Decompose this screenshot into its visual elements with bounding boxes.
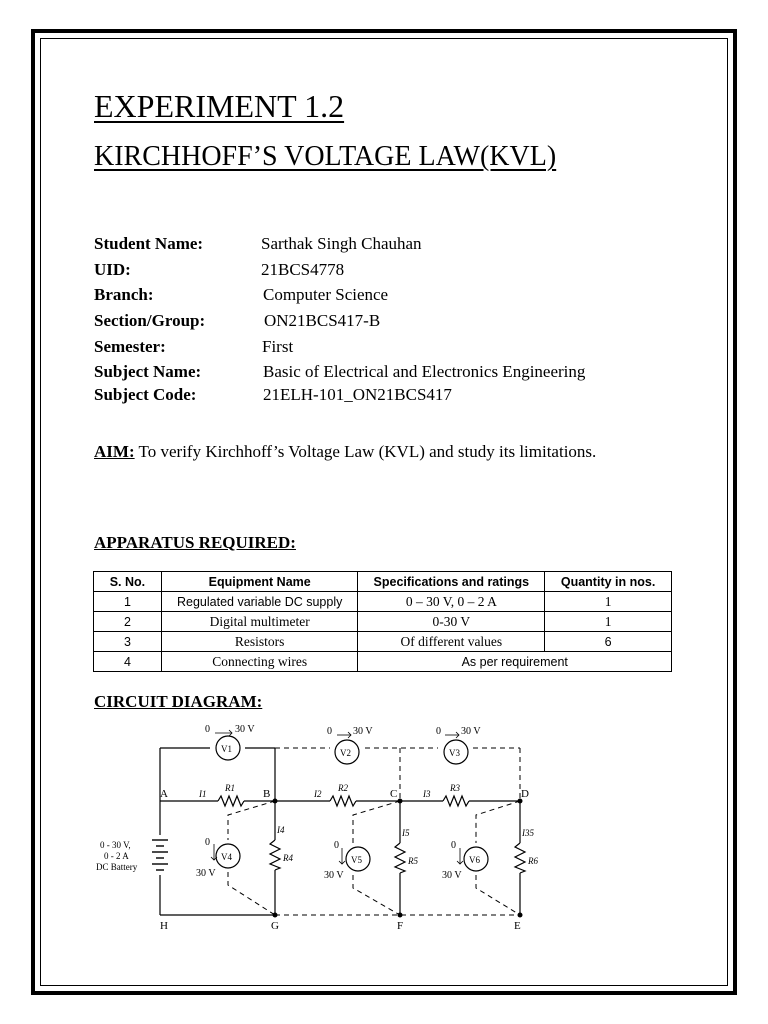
cell-name: Resistors (161, 632, 358, 652)
resistor-r5-label: R5 (408, 856, 418, 866)
v6-range-max: 30 V (442, 870, 462, 881)
dash-v4-top (228, 801, 275, 840)
resistor-r3 (443, 796, 469, 806)
v2-range-max: 30 V (353, 726, 373, 737)
node-a: A (160, 788, 168, 800)
uid-label: UID: (94, 260, 131, 279)
subject-name-value: Basic of Electrical and Electronics Engineering (263, 362, 586, 381)
cell-spec: 0-30 V (358, 612, 545, 632)
v1-range-min: 0 (205, 724, 210, 735)
experiment-topic: KIRCHHOFF’S VOLTAGE LAW(KVL) (94, 141, 557, 172)
branch-label: Branch: (94, 285, 154, 304)
semester-label: Semester: (94, 337, 166, 356)
meter-v3-label: V3 (449, 748, 460, 758)
cell-name: Regulated variable DC supply (161, 592, 358, 612)
node-b: B (263, 788, 271, 800)
dash-v5-bottom (353, 875, 400, 915)
node-d: D (521, 788, 529, 800)
semester-value: First (262, 337, 294, 356)
apparatus-table (93, 571, 672, 672)
col-sno: S. No. (94, 572, 162, 592)
apparatus-heading: APPARATUS REQUIRED: (94, 533, 296, 552)
v5-range-min: 0 (334, 840, 339, 851)
resistor-r2-label: R2 (338, 783, 348, 793)
resistor-r4-label: R4 (283, 853, 293, 863)
meter-v4-label: V4 (221, 852, 232, 862)
node-h: H (160, 920, 168, 932)
resistor-r3-label: R3 (450, 783, 460, 793)
node-f: F (397, 920, 404, 932)
cell-spec: Of different values (358, 632, 545, 652)
col-equipment: Equipment Name (161, 572, 358, 592)
table-row (94, 612, 672, 632)
battery-icon (152, 835, 168, 875)
current-i2-label: I2 (314, 789, 322, 799)
cell-qty: 6 (545, 632, 672, 652)
cell-sno: 2 (94, 612, 162, 632)
circuit-diagram (90, 718, 550, 938)
cell-name: Connecting wires (161, 652, 358, 672)
v4-range-max: 30 V (196, 868, 216, 879)
current-i3-label: I3 (423, 789, 431, 799)
meter-v1-label: V1 (221, 744, 232, 754)
student-name-value: Sarthak Singh Chauhan (261, 234, 422, 253)
v3-range-min: 0 (436, 726, 441, 737)
meter-v5-label: V5 (351, 855, 362, 865)
cell-qty: 1 (545, 612, 672, 632)
v5-range-max: 30 V (324, 870, 344, 881)
battery-label-2: 0 - 2 A (104, 851, 129, 861)
cell-sno: 1 (94, 592, 162, 612)
table-row (94, 592, 672, 612)
resistor-r6 (515, 843, 525, 873)
current-i35-label: I35 (522, 828, 534, 838)
current-i1-label: I1 (199, 789, 207, 799)
resistor-r4 (270, 840, 280, 870)
battery-label-1: 0 - 30 V, (100, 840, 131, 850)
aim-text: To verify Kirchhoff’s Voltage Law (KVL) and study its limitations. (134, 442, 597, 461)
battery-label-3: DC Battery (96, 862, 138, 872)
current-i4-label: I4 (277, 825, 285, 835)
subject-name-label: Subject Name: (94, 362, 202, 381)
table-header-row (94, 572, 672, 592)
resistor-r1 (218, 796, 244, 806)
cell-name: Digital multimeter (161, 612, 358, 632)
cell-sno: 3 (94, 632, 162, 652)
aim-paragraph (94, 440, 654, 464)
resistor-r6-label: R6 (528, 856, 538, 866)
dash-v6-top (476, 801, 520, 843)
cell-spec: As per requirement (358, 652, 672, 672)
v2-range-min: 0 (327, 726, 332, 737)
cell-qty: 1 (545, 592, 672, 612)
student-name-label: Student Name: (94, 234, 204, 253)
dash-v5-top (353, 801, 400, 843)
v3-range-max: 30 V (461, 726, 481, 737)
section-label: Section/Group: (94, 311, 206, 330)
subject-code-value: 21ELH-101_ON21BCS417 (263, 385, 452, 404)
col-qty: Quantity in nos. (545, 572, 672, 592)
meter-v6-label: V6 (469, 855, 480, 865)
node-e: E (514, 920, 521, 932)
col-spec: Specifications and ratings (358, 572, 545, 592)
node-c: C (390, 788, 398, 800)
circuit-heading: CIRCUIT DIAGRAM: (94, 692, 263, 711)
dash-v4-bottom (228, 872, 275, 915)
resistor-r1-label: R1 (225, 783, 235, 793)
section-value: ON21BCS417-B (264, 311, 381, 330)
cell-spec: 0 – 30 V, 0 – 2 A (358, 592, 545, 612)
v6-range-min: 0 (451, 840, 456, 851)
experiment-title: EXPERIMENT 1.2 (94, 88, 345, 124)
current-i5-label: I5 (402, 828, 410, 838)
subject-code-label: Subject Code: (94, 385, 197, 404)
resistor-r5 (395, 843, 405, 873)
v4-range-min: 0 (205, 837, 210, 848)
v1-range-max: 30 V (235, 724, 255, 735)
dash-v6-bottom (476, 875, 520, 915)
cell-sno: 4 (94, 652, 162, 672)
table-row (94, 632, 672, 652)
meter-v2-label: V2 (340, 748, 351, 758)
resistor-r2 (330, 796, 356, 806)
node-g: G (271, 920, 279, 932)
branch-value: Computer Science (263, 285, 389, 304)
aim-label: AIM: (94, 442, 135, 461)
uid-value: 21BCS4778 (261, 260, 345, 279)
table-row (94, 652, 672, 672)
